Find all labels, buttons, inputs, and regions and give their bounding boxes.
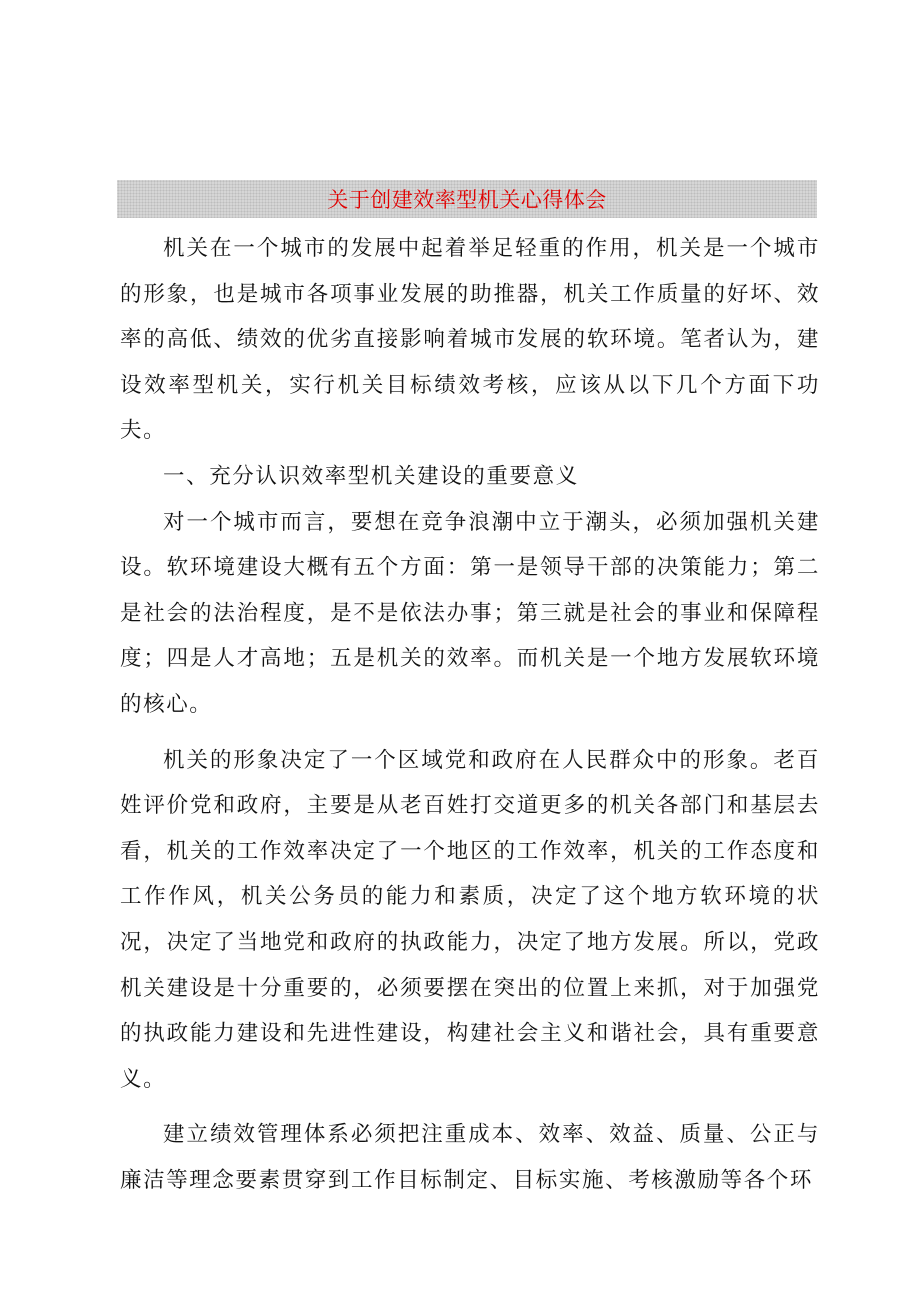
paragraph-organ-image: 机关的形象决定了一个区域党和政府在人民群众中的形象。老百姓评价党和政府，主要是从老百姓打交道更多的机关各部门和基层去看，机关的工作效率决定了一个地区的工作效率，机关的工作态度和工作作风，机关公务员的能力和素质，决定了这个地方软环境的状况，决定了当地党和政府的执政能力，决定了地方发展。所以，党政机关建设是十分重要的，必须要摆在突出的位置上来抓，对于加强党的执政能力建设和先进性建设，构建社会主义和谐社会，具有重要意义。 [120, 747, 820, 1092]
paragraph-performance-system: 建立绩效管理体系必须把注重成本、效率、效益、质量、公正与廉洁等理念要素贯穿到工作目标制定、目标实施、考核激励等各个环 [120, 1122, 820, 1193]
paragraph-city-soft-environment: 对一个城市而言，要想在竞争浪潮中立于潮头，必须加强机关建设。软环境建设大概有五个方面：第一是领导干部的决策能力；第二是社会的法治程度，是不是依法办事；第三就是社会的事业和保障程度；四是人才高地；五是机关的效率。而机关是一个地方发展软环境的核心。 [120, 509, 820, 717]
section-heading-1: 一、充分认识效率型机关建设的重要意义 [163, 463, 579, 489]
paragraph-intro: 机关在一个城市的发展中起着举足轻重的作用，机关是一个城市的形象，也是城市各项事业发展的助推器，机关工作质量的好坏、效率的高低、绩效的优劣直接影响着城市发展的软环境。笔者认为，建设效率型机关，实行机关目标绩效考核，应该从以下几个方面下功夫。 [120, 236, 820, 444]
document-title: 关于创建效率型机关心得体会 [327, 188, 607, 212]
document-body [120, 226, 820, 1203]
title-banner [117, 180, 817, 218]
